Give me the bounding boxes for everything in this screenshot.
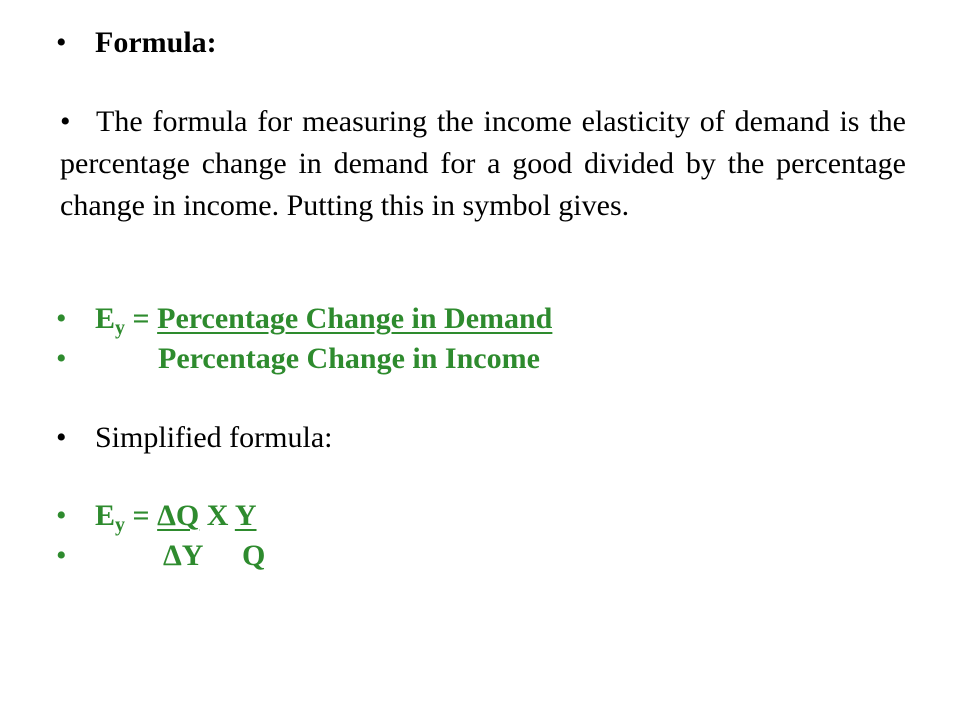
bullet-marker: • [56,342,67,375]
bullet-marker: • [56,421,67,454]
section-heading: Formula: [95,26,217,59]
bullet-marker: • [56,26,67,59]
equals-sign: = [125,499,158,532]
formula-lhs: E [95,302,116,335]
income-y: Y [234,499,257,532]
explanation-paragraph [60,101,906,227]
delta-q: ΔQ [157,499,200,532]
formula-numerator-line [95,302,553,339]
simplified-formula-numerator-line [95,499,257,536]
formula-numerator: Percentage Change in Demand [157,302,553,335]
bullet-marker: • [56,302,67,335]
equals-sign: = [125,302,158,335]
bullet-marker: • [60,105,71,138]
formula-lhs: E [95,499,116,532]
bullet-marker: • [56,499,67,532]
bullet-marker: • [56,539,67,572]
explanation-text: The formula for measuring the income elasticity of demand is the percentage change in demand for a good divided by the percentage change in income. Putting this in symbol gives. [60,105,906,222]
delta-y: ΔY [163,539,204,572]
formula-denominator: Percentage Change in Income [158,342,540,375]
formula-lhs-subscript: y [115,317,126,339]
times-sign: X [199,499,235,532]
quantity-q: Q [242,539,266,572]
simplified-heading: Simplified formula: [95,421,333,454]
formula-lhs-subscript: y [115,514,126,536]
